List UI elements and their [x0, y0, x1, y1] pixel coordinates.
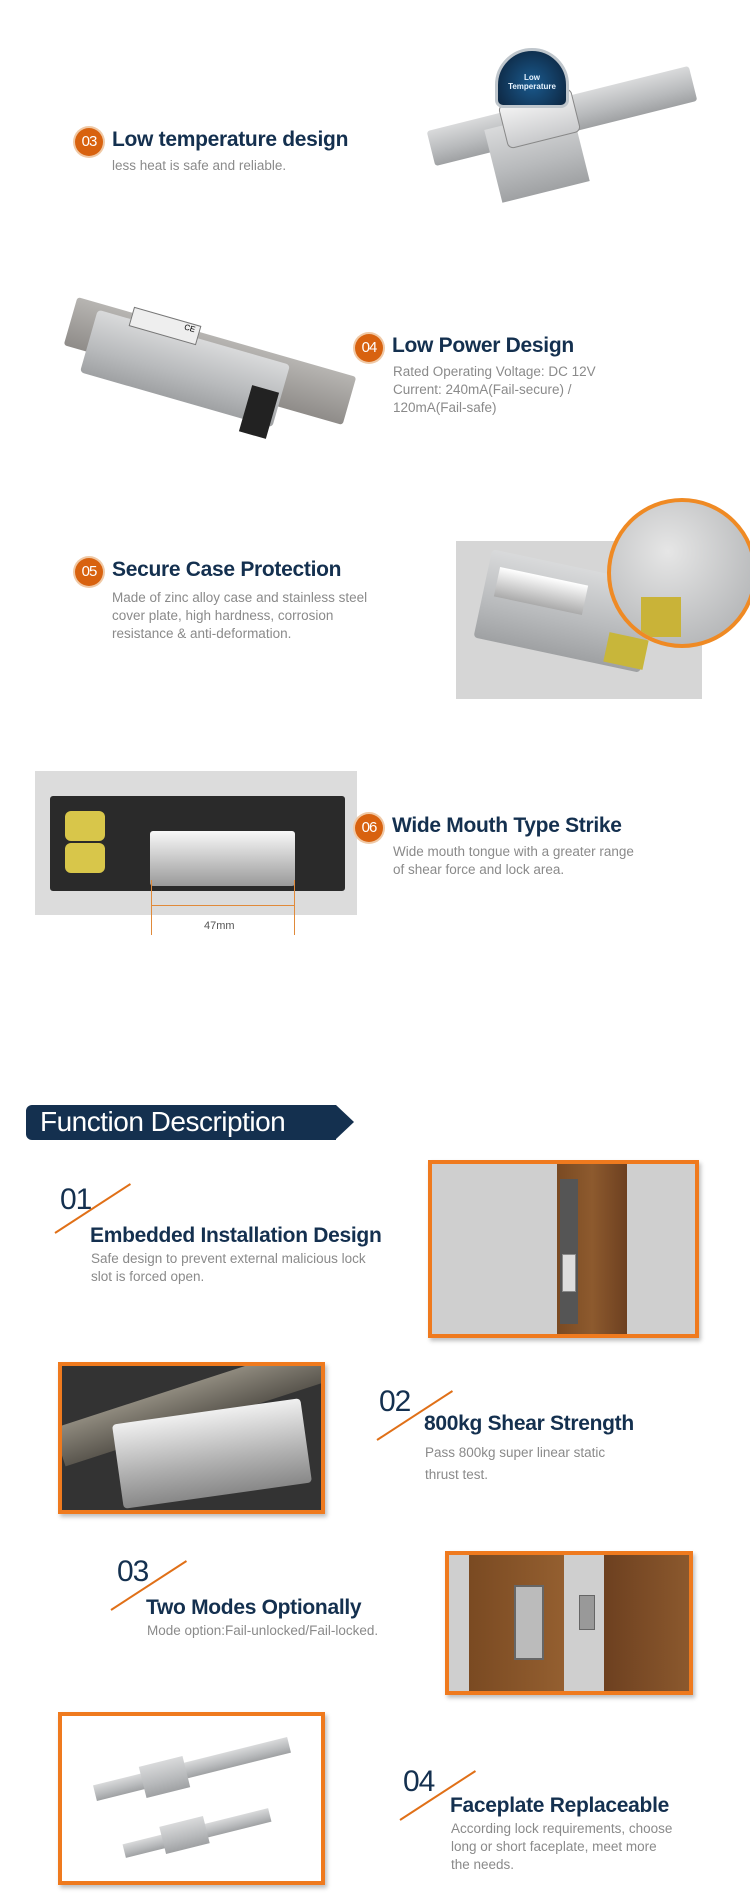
function-image-strike: [58, 1362, 325, 1514]
feature-title: Secure Case Protection: [112, 558, 342, 581]
feature-title: Wide Mouth Type Strike: [392, 814, 622, 837]
product-image-low-temperature: [417, 48, 697, 198]
feature-description: Wide mouth tongue with a greater range of shear force and lock area.: [393, 844, 634, 877]
function-description: According lock requirements, choose long or short faceplate, meet more the needs.: [451, 1821, 673, 1872]
function-image-faceplates: [58, 1712, 325, 1885]
function-image-door: [428, 1160, 699, 1338]
function-description: Pass 800kg super linear static thrust test.: [425, 1445, 606, 1482]
badge-04: 04: [355, 334, 383, 362]
function-title: 800kg Shear Strength: [424, 1412, 634, 1435]
function-number: 01: [60, 1183, 92, 1216]
product-image-wide-mouth: [35, 771, 357, 915]
feature-title: Low Power Design: [392, 334, 574, 357]
temperature-gauge-label-2: Temperature: [508, 82, 556, 91]
badge-05: 05: [75, 558, 103, 586]
section-title: Function Description: [40, 1106, 286, 1137]
function-number: 04: [403, 1765, 435, 1798]
badge-06: 06: [355, 814, 383, 842]
temperature-gauge-label: Low: [524, 73, 540, 82]
ce-label: CE: [129, 307, 202, 346]
function-description: Mode option:Fail-unlocked/Fail-locked.: [147, 1623, 379, 1638]
feature-description: Rated Operating Voltage: DC 12V Current: 240mA(Fail-secure) / 120mA(Fail-safe): [393, 364, 596, 415]
feature-description: Made of zinc alloy case and stainless steel cover plate, high hardness, corrosion resistance & anti-deformation.: [112, 590, 368, 641]
function-number: 03: [117, 1555, 149, 1588]
function-description: Safe design to prevent external malicious lock slot is forced open.: [91, 1251, 366, 1284]
magnifier-detail: [607, 498, 750, 648]
function-image-door-closeup: [445, 1551, 693, 1695]
function-number: 02: [379, 1385, 411, 1418]
feature-description: less heat is safe and reliable.: [112, 158, 287, 173]
product-image-lock-body: [60, 296, 360, 456]
dimension-label: 47mm: [200, 920, 239, 932]
badge-03: 03: [75, 128, 103, 156]
function-title: Faceplate Replaceable: [450, 1794, 669, 1817]
function-title: Embedded Installation Design: [90, 1224, 382, 1247]
feature-title: Low temperature design: [112, 128, 349, 151]
function-title: Two Modes Optionally: [146, 1596, 362, 1619]
